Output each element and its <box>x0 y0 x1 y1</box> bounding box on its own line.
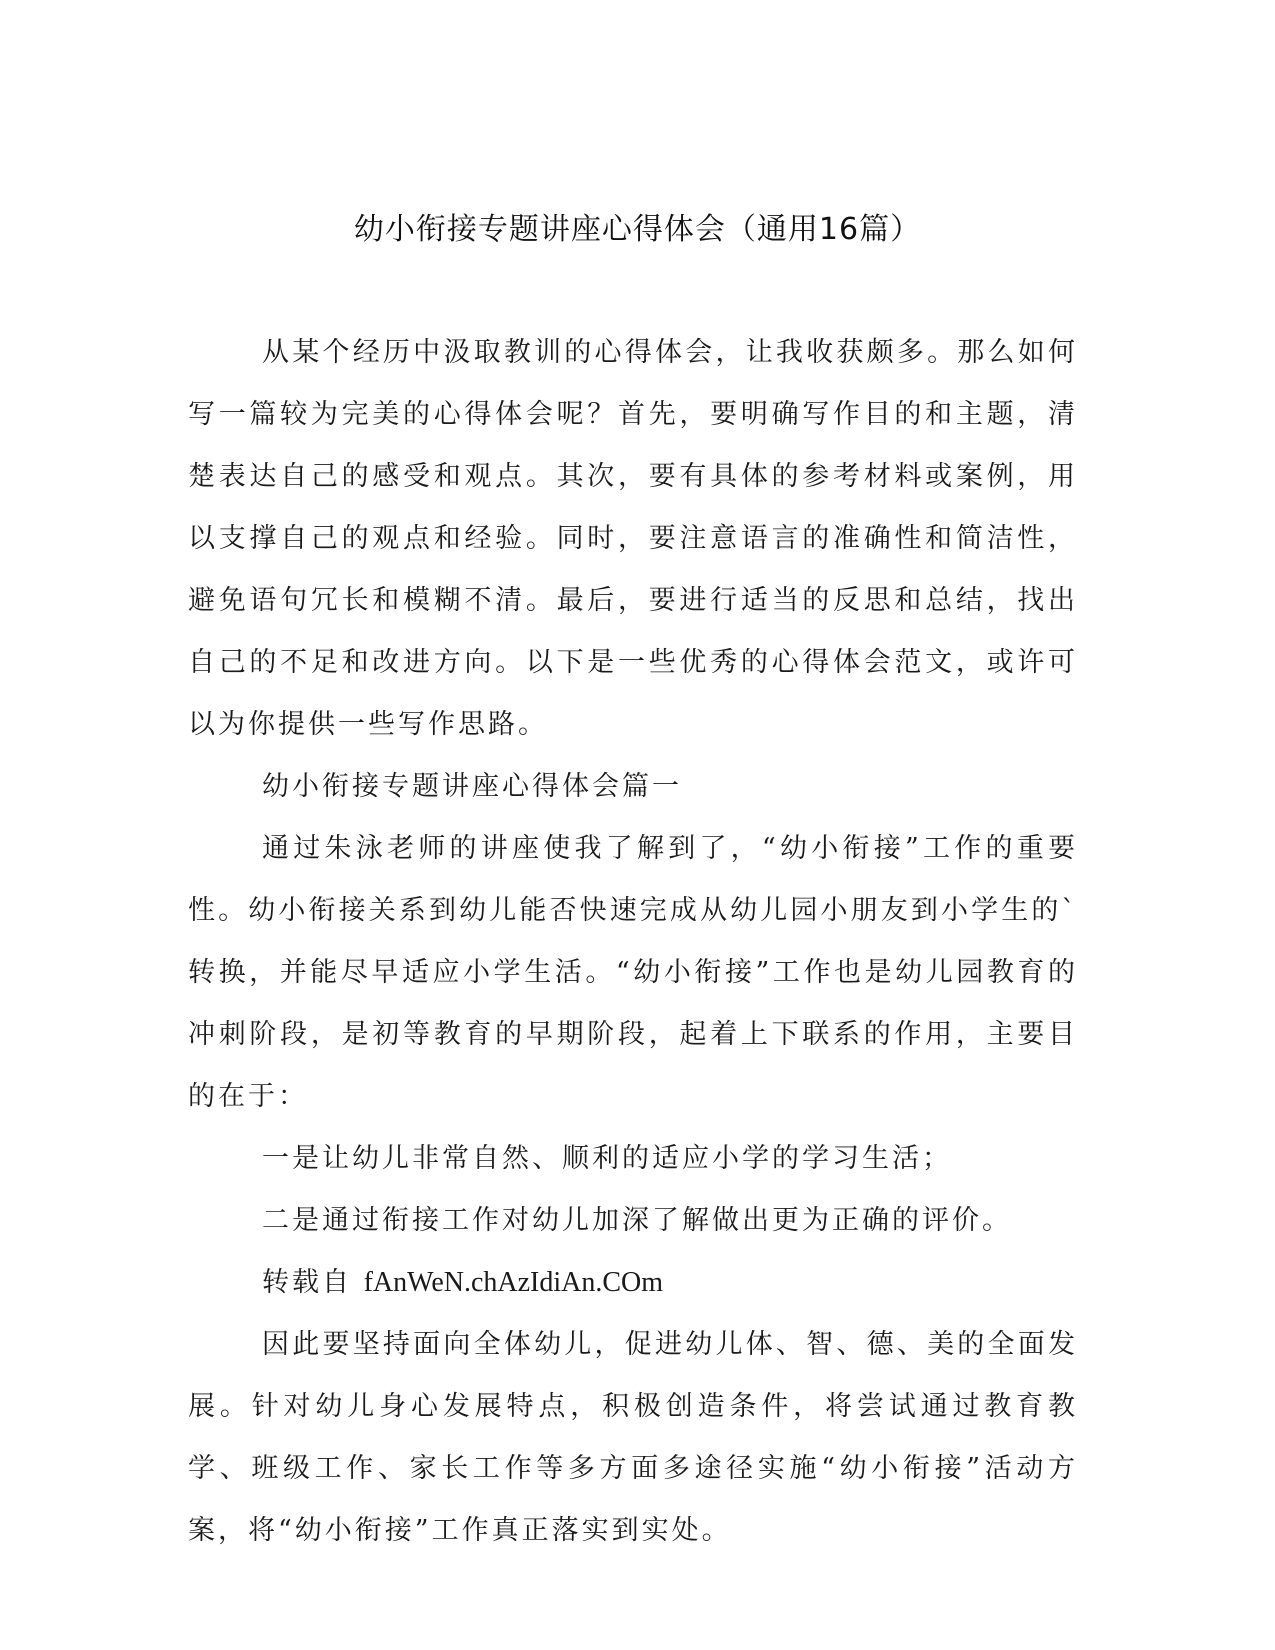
document-title: 幼小衔接专题讲座心得体会（通用16篇） <box>353 212 922 247</box>
source-site: fAnWeN.chAzIdiAn.COm <box>363 1267 664 1298</box>
intro-paragraph: 从某个经历中汲取教训的心得体会，让我收获颇多。那么如何写一篇较为完美的心得体会呢？首先，要明确写作目的和主题，清楚表达自己的感受和观点。其次，要有具体的参考材料或案例，用以支撑自己的观点和经验。同时，要注意语言的准确性和简洁性，避免语句冗长和模糊不清。最后，要进行适当的反思和总结，找出自己的不足和改进方向。以下是一些优秀的心得体会范文，或许可以为你提供一些写作思路。 <box>188 337 1078 740</box>
closing-paragraph: 因此要坚持面向全体幼儿，促进幼儿体、智、德、美的全面发展。针对幼儿身心发展特点，积极创造条件，将尝试通过教育教学、班级工作、家长工作等多方面多途径实施“幼小衔接”活动方案，将“幼小衔接”工作真正落实到实处。 <box>188 1329 1078 1546</box>
section-heading: 幼小衔接专题讲座心得体会篇一 <box>262 771 682 802</box>
source-prefix: 转载自 <box>262 1267 364 1298</box>
list-item-second: 二是通过衔接工作对幼儿加深了解做出更为正确的评价。 <box>262 1205 1012 1236</box>
list-item-first: 一是让幼儿非常自然、顺利的适应小学的学习生活； <box>262 1143 952 1174</box>
document-body <box>188 322 1078 1562</box>
source-note <box>188 1252 1078 1314</box>
body-paragraph: 通过朱泳老师的讲座使我了解到了，“幼小衔接”工作的重要性。幼小衔接关系到幼儿能否快速完成从幼儿园小朋友到小学生的`转换，并能尽早适应小学生活。“幼小衔接”工作也是幼儿园教育的冲刺阶段，是初等教育的早期阶段，起着上下联系的作用，主要目的在于： <box>188 833 1078 1112</box>
